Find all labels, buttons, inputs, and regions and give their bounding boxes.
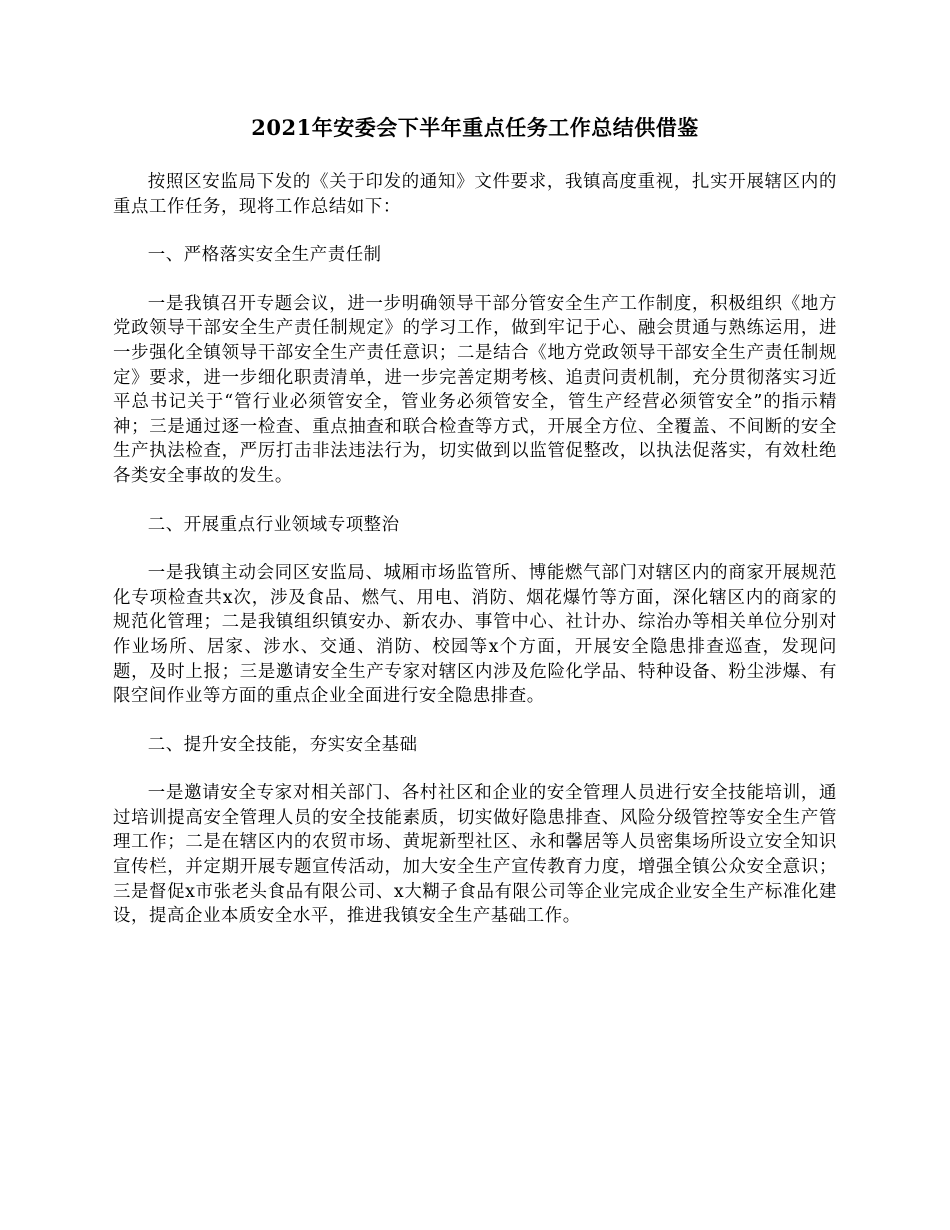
document-title: 2021年安委会下半年重点任务工作总结供借鉴 [251, 115, 699, 140]
section-body-3: 一是邀请安全专家对相关部门、各村社区和企业的安全管理人员进行安全技能培训，通过培训提高安全管理人员的安全技能素质，切实做好隐患排查、风险分级管控等安全生产管理工作；二是在辖区内的农贸市场、黄坭新型社区、永和馨居等人员密集场所设立安全知识宣传栏，并定期开展专题宣传活动，加大安全生产宣传教育力度，增强全镇公众安全意识；三是督促x市张老头食品有限公司、x大糊子食品有限公司等企业完成企业安全生产标准化建设，提高企业本质安全水平，推进我镇安全生产基础工作。 [113, 783, 837, 927]
intro-paragraph: 按照区安监局下发的《关于印发的通知》文件要求，我镇高度重视，扎实开展辖区内的重点工作任务，现将工作总结如下： [113, 172, 837, 217]
section-heading-1: 一、严格落实安全生产责任制 [147, 245, 382, 266]
section-body-2: 一是我镇主动会同区安监局、城厢市场监管所、博能燃气部门对辖区内的商家开展规范化专项检查共x次，涉及食品、燃气、用电、消防、烟花爆竹等方面，深化辖区内的商家的规范化管理；二是我镇组织镇安办、新农办、事管中心、社计办、综治办等相关单位分别对作业场所、居家、涉水、交通、消防、校园等x个方面，开展安全隐患排查巡查，发现问题，及时上报；三是邀请安全生产专家对辖区内涉及危险化学品、特种设备、粉尘涉爆、有限空间作业等方面的重点企业全面进行安全隐患排查。 [113, 563, 837, 707]
section-heading-3: 二、提升安全技能，夯实安全基础 [147, 734, 418, 755]
section-heading-2: 二、开展重点行业领域专项整治 [147, 514, 400, 535]
section-body-1: 一是我镇召开专题会议，进一步明确领导干部分管安全生产工作制度，积极组织《地方党政领导干部安全生产责任制规定》的学习工作，做到牢记于心、融会贯通与熟练运用，进一步强化全镇领导干部安全生产责任意识；二是结合《地方党政领导干部安全生产责任制规定》要求，进一步细化职责清单，进一步完善定期考核、追责问责机制，充分贯彻落实习近平总书记关于“管行业必须管安全，管业务必须管安全，管生产经营必须管安全”的指示精神；三是通过逐一检查、重点抽查和联合检查等方式，开展全方位、全覆盖、不间断的安全生产执法检查，严厉打击非法违法行为，切实做到以监管促整改，以执法促落实，有效杜绝各类安全事故的发生。 [113, 293, 837, 486]
document-page [113, 110, 837, 953]
